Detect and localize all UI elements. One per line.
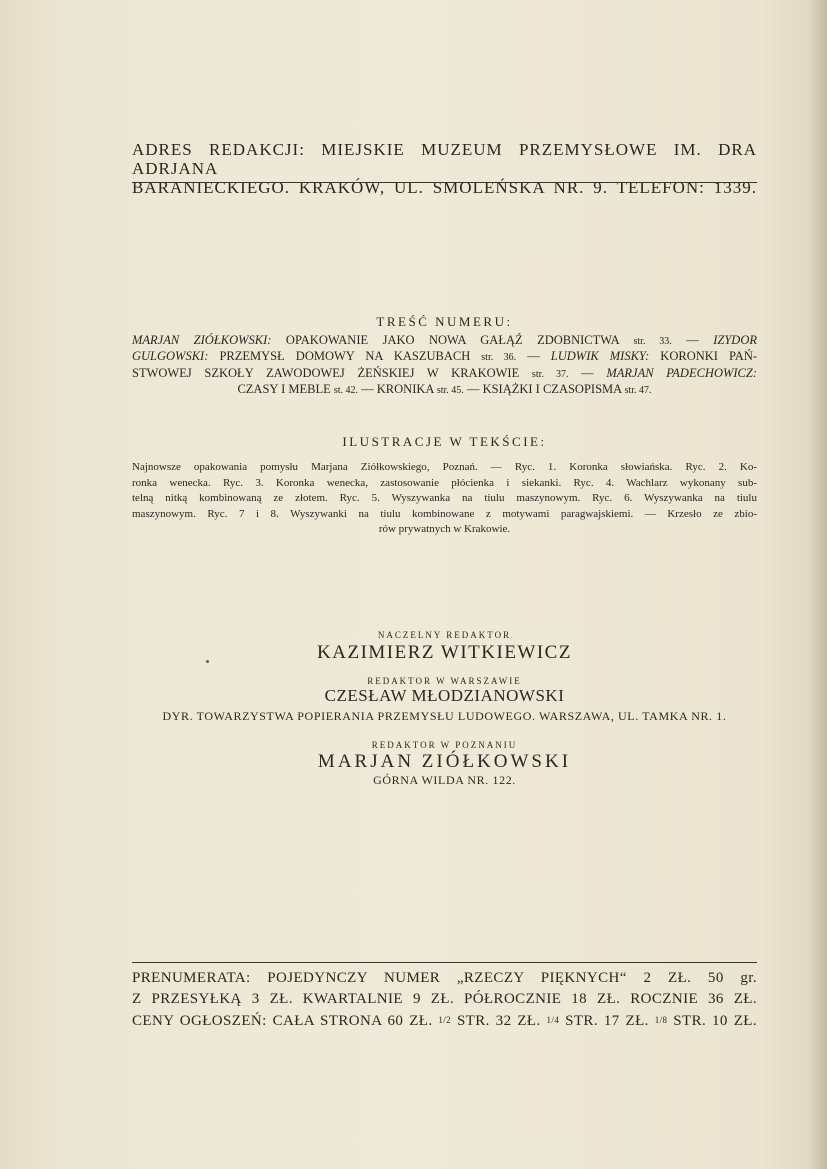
toc-page: str. 37. [531,368,569,380]
fraction-quarter: 1/4 [546,1015,560,1025]
subscription-line-2: Z PRZESYŁKĄ 3 ZŁ. KWARTALNIE 9 ZŁ. PÓŁROCZNIE 18 ZŁ. ROCZNIE 36 ZŁ. [132,991,757,1007]
illustrations-list [132,460,757,538]
toc-title: KORONKI PAŃ- [649,349,758,364]
ad-price-text: STR. 10 ZŁ. [667,1013,757,1029]
toc-line-2 [132,349,757,365]
poznan-editor-detail: GÓRNA WILDA NR. 122. [373,773,516,787]
table-of-contents [132,333,757,399]
toc-dash: — [671,333,714,347]
subscription-rule [132,962,757,963]
illustrations-line-1: Najnowsze opakowania pomysłu Marjana Ziółkowskiego, Poznań. — Ryc. 1. Koronka słowiańska. Ryc. 2. Ko- [132,461,757,473]
toc-title: CZASY I MEBLE [237,382,334,397]
page-edge-shadow [809,0,827,1169]
address-line-1: ADRES REDAKCJI: MIEJSKIE MUZEUM PRZEMYSŁOWE IM. DRA ADRJANA [132,140,757,178]
toc-page: str. 33. [633,336,672,347]
poznan-editor-name: MARJAN ZIÓŁKOWSKI [317,751,572,772]
illustrations-line-2: ronka wenecka. Ryc. 3. Koronka wenecka, zastosowanie płócienka i siekanki. Ryc. 4. Wachlarz wykonany sub- [132,476,757,489]
fraction-half: 1/2 [438,1015,452,1025]
toc-title: PRZEMYSŁ DOMOWY NA KASZUBACH [208,349,482,364]
fraction-eighth: 1/8 [654,1015,668,1025]
illustrations-heading: ILUSTRACJE W TEKŚCIE: [342,434,547,449]
warsaw-editor-detail: DYR. TOWARZYSTWA POPIERANIA PRZEMYSŁU LUDOWEGO. WARSZAWA, UL. TAMKA NR. 1. [162,709,727,723]
contents-heading: TREŚĆ NUMERU: [376,314,513,329]
illustrations-line-3: telną nitką kombinowaną ze złotem. Ryc. 5. Wyszywanka na tiulu maszynowym. Ryc. 6. Wyszywanka na tiulu [132,492,757,505]
toc-page: str. 36. [481,352,517,364]
toc-author: GULGOWSKI: [132,349,209,364]
subscription-info [132,968,757,1032]
toc-line-3 [132,366,757,382]
toc-title: OPAKOWANIE JAKO NOWA GAŁĄŹ ZDOBNICTWA [271,333,634,347]
toc-page: str. 47. [624,385,652,397]
warsaw-editor-name: CZESŁAW MŁODZIANOWSKI [324,686,565,705]
paper-speck [206,660,209,663]
toc-author: IZYDOR [713,333,757,347]
toc-title: STWOWEJ SZKOŁY ZAWODOWEJ ŻEŃSKIEJ W KRAKOWIE [132,365,532,380]
toc-author: LUDWIK MISKY: [550,349,650,364]
illustrations-line-5: rów prywatnych w Krakowie. [378,523,511,536]
toc-page: str. 45. [436,385,464,397]
editorial-address [132,140,757,197]
warsaw-editor-label: REDAKTOR W WARSZAWIE [367,676,522,686]
toc-title: — KSIĄŻKI I CZASOPISMA [463,382,625,397]
address-line-2: BARANIECKIEGO. KRAKÓW, UL. SMOLEŃSKA NR. 9. TELEFON: 1339. [132,178,757,197]
chief-editor-label: NACZELNY REDAKTOR [377,630,512,640]
toc-page: st. 42. [333,385,359,397]
chief-editor-name: KAZIMIERZ WITKIEWICZ [317,642,572,663]
toc-title: — KRONIKA [358,382,437,397]
ad-price-text: STR. 17 ZŁ. [559,1013,655,1029]
header-rule [132,182,757,183]
ad-price-text: STR. 32 ZŁ. [451,1013,547,1029]
subscription-line-3 [132,1010,757,1032]
toc-dash: — [516,349,551,364]
toc-dash: — [568,365,607,380]
subscription-line-1: PRENUMERATA: POJEDYNCZY NUMER „RZECZY PIĘKNYCH“ 2 ZŁ. 50 gr. [132,970,757,986]
toc-author: MARJAN PADECHOWICZ: [606,365,758,380]
toc-author: MARJAN ZIÓŁKOWSKI: [132,333,272,347]
poznan-editor-label: REDAKTOR W POZNANIU [371,740,518,750]
toc-line-4 [132,382,757,398]
ad-price-text: CENY OGŁOSZEŃ: CAŁA STRONA 60 ZŁ. [132,1013,439,1029]
toc-line-1 [132,333,757,349]
illustrations-line-4: maszynowym. Ryc. 7 i 8. Wyszywanki na tiulu kombinowane z motywami paragwajskiemi. — Krzesło ze zbio- [132,507,757,520]
